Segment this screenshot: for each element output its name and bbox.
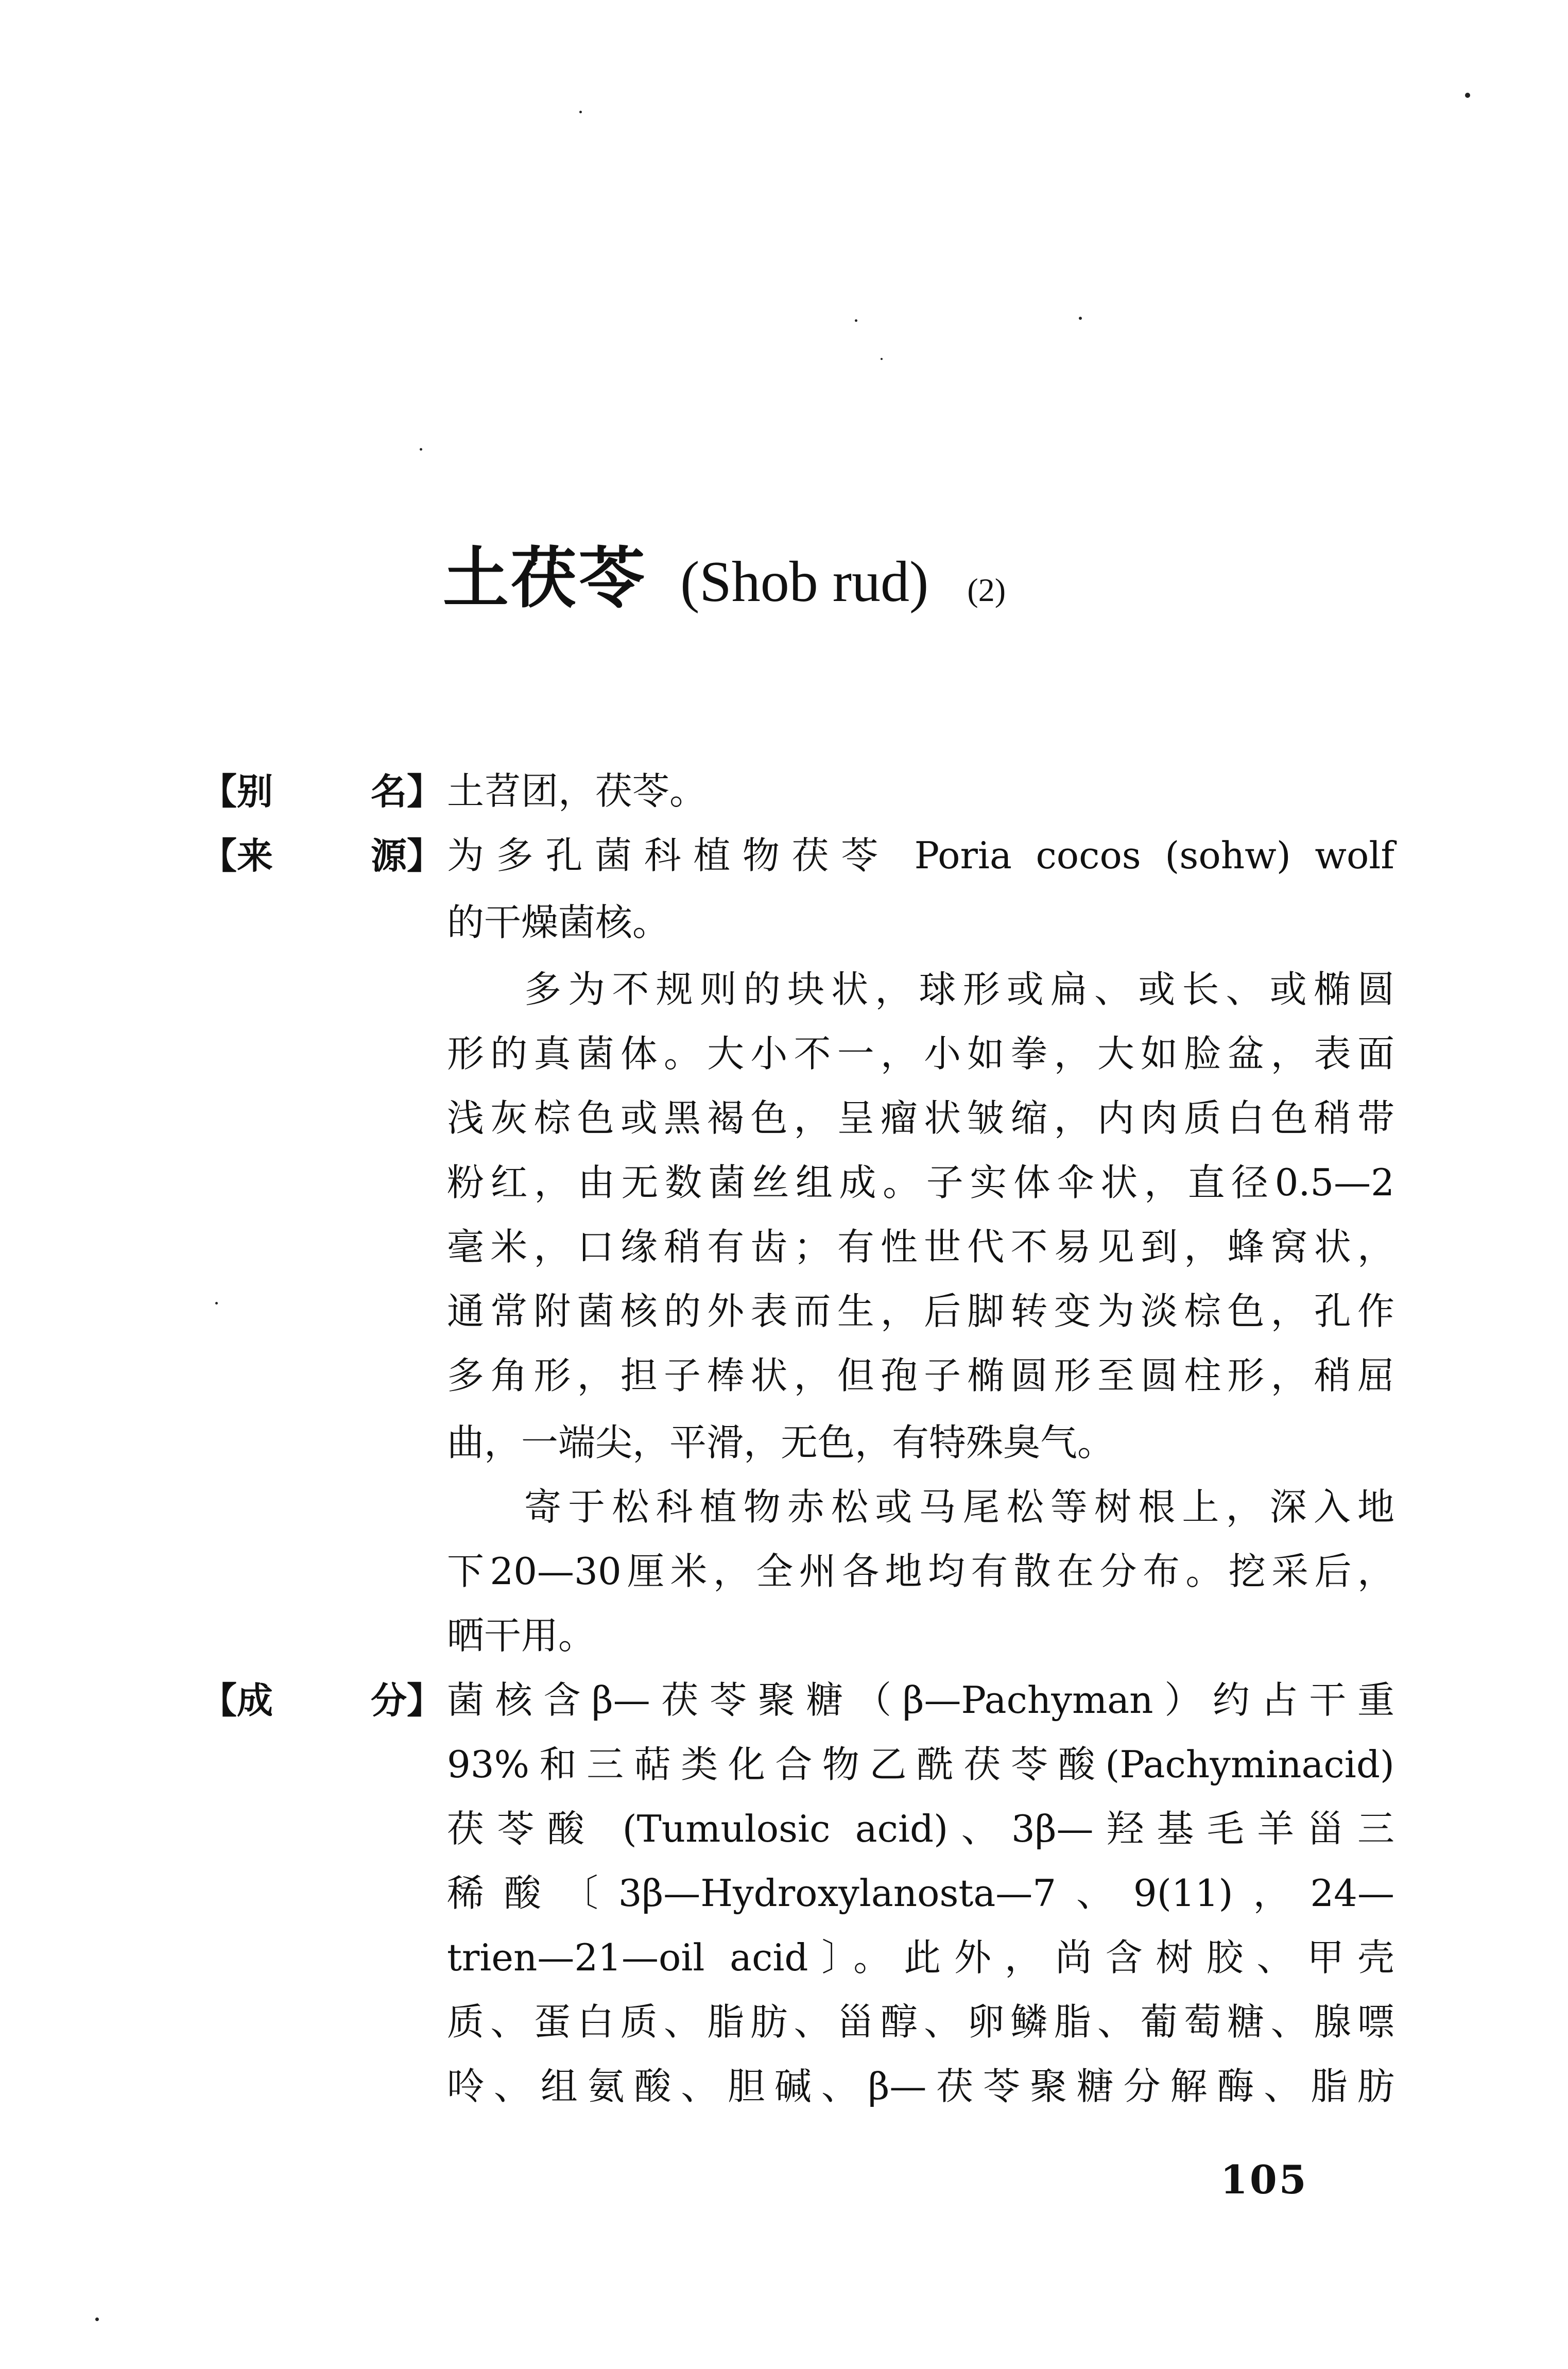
entry-text-line: 93%和三萜类化合物乙酰茯苓酸(Pachyminacid) [447, 1743, 1394, 1786]
entry-text-line: 的干燥菌核。 [447, 901, 670, 944]
entry-text-line: 下20—30厘米，全州各地均有散在分布。挖采后， [447, 1550, 1394, 1593]
entry-text-line: 稀酸〔3β—Hydroxylanosta—7、9(11)，24— [447, 1872, 1394, 1915]
title-number: (2) [967, 572, 1006, 608]
title-latin: (Shob rud) [680, 550, 929, 614]
entry-text-line: 晒干用。 [447, 1614, 596, 1657]
entry-label-left: 【来 [201, 835, 273, 877]
entry-text-line: 多角形，担子棒状，但孢子椭圆形至圆柱形，稍屈 [447, 1354, 1394, 1397]
entry-text-line: 土苕团，茯苓。 [447, 769, 707, 813]
entry-label-left: 【别 [201, 770, 273, 813]
page-number: 105 [1220, 2157, 1308, 2203]
page-title [443, 540, 1006, 617]
entry-text-line: 寄于松科植物赤松或马尾松等树根上，深入地 [524, 1485, 1394, 1529]
scan-speck [1079, 317, 1082, 320]
entry-label-left: 【成 [201, 1679, 273, 1722]
entry-text-line: 为多孔菌科植物茯苓 Poria cocos (sohw) wolf [447, 834, 1394, 877]
entry-text-line: 曲，一端尖，平滑，无色，有特殊臭气。 [447, 1421, 1115, 1464]
entry-text-line: 浅灰棕色或黑褐色，呈瘤状皱缩，内肉质白色稍带 [447, 1096, 1394, 1140]
entry-text-line: 菌核含β—茯苓聚糖（β—Pachyman）约占干重 [447, 1678, 1394, 1722]
entry-text-line: 粉红，由无数菌丝组成。子实体伞状，直径0.5—2 [447, 1161, 1394, 1204]
scan-speck [881, 358, 883, 360]
entry-label-alias [201, 770, 443, 813]
entry-label-source [201, 835, 443, 877]
entry-text-line: 质、蛋白质、脂肪、甾醇、卵鳞脂、葡萄糖、腺嘌 [447, 2000, 1394, 2044]
title-chinese: 土茯苓 [443, 540, 647, 617]
entry-text-line: 多为不规则的块状，球形或扁、或长、或椭圆 [524, 968, 1394, 1011]
entry-label-right: 分】 [371, 1679, 443, 1722]
entry-text-line: 通常附菌核的外表而生，后脚转变为淡棕色，孔作 [447, 1290, 1394, 1333]
entry-label-right: 源】 [371, 835, 443, 877]
entry-label-composition [201, 1679, 443, 1722]
scan-speck [855, 319, 857, 322]
scan-speck [215, 1302, 218, 1304]
entry-text-line: 形的真菌体。大小不一，小如拳，大如脸盆，表面 [447, 1032, 1394, 1075]
entry-text-line: 毫米，口缘稍有齿；有性世代不易见到，蜂窝状， [447, 1225, 1394, 1268]
entry-text-line: trien—21—oil acid〕。此外，尚含树胶、甲壳 [447, 1936, 1394, 1979]
entry-text-line: 呤、组氨酸、胆碱、β—茯苓聚糖分解酶、脂肪 [447, 2065, 1394, 2108]
scan-speck [579, 111, 582, 113]
scan-speck [1465, 93, 1470, 98]
entry-label-right: 名】 [371, 770, 443, 813]
scan-speck [95, 2318, 99, 2321]
entry-text-line: 茯苓酸 (Tumulosic acid)、3β—羟基毛羊甾三 [447, 1807, 1394, 1850]
scan-speck [420, 448, 422, 451]
